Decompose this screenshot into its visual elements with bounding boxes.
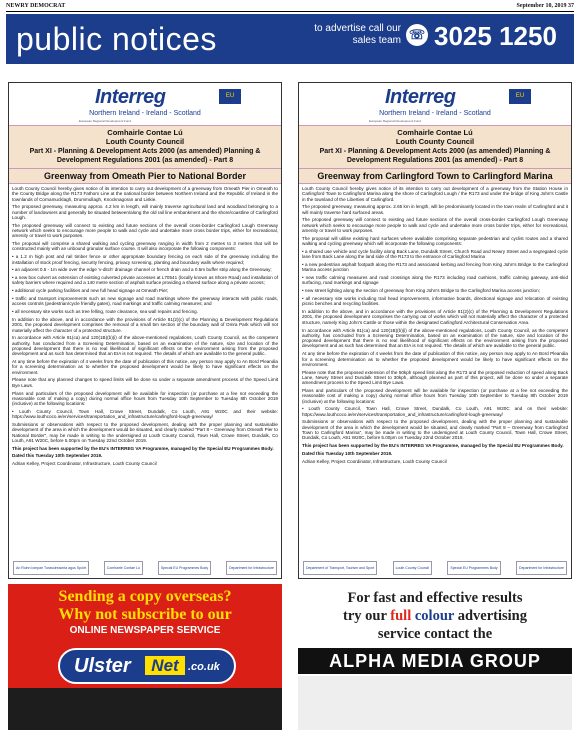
para: • all necessary site works including trail head improvements, informative boards, directional signage and relocation of existing picnic benches and recycling facilities. (302, 296, 568, 307)
para: Plans and particulars of the proposed development will be available for inspection (or purchase at a fee not exceeding the reasonable cost of making a copy) during normal office hours from Tuesday 10th September to Tuesday 8th October 2019 (inclusive) at the following locations: (12, 390, 278, 407)
eu-flag-icon: EU (219, 89, 241, 104)
para: The proposed greenway will connect to existing and future sections of the overall cross-border Carlingford Lough Greenway network which seeks to encourage more people to walk and cycle and undertake more cross border trips, either for recreational, amenity or travel to work purposes. (302, 217, 568, 234)
ad-line-2 (298, 608, 572, 625)
dated: Dated this Tuesday 10th September 2019. (302, 450, 393, 456)
notice-body (9, 184, 281, 471)
dfi-logo: Department for Infrastructure (226, 561, 277, 575)
para: The proposed greenway, measuring approx. 2.65 km in length, will be predominantly located in the town realm of Carlingford and it will mainly traverse hard surfaced areas. (302, 204, 568, 215)
dttas-logo: Department of Transport, Tourism and Sport (303, 561, 377, 575)
greenway-title: Greenway from Carlingford Town to Carlingford Marina (299, 169, 571, 184)
notice-header (9, 125, 281, 169)
dated: Dated this Tuesday 10th September 2019. (12, 453, 103, 459)
ad-headline-1: Sending a copy overseas? (58, 588, 232, 605)
ad-line-2-a: try our (343, 608, 391, 624)
ad-full-highlight: full (390, 608, 412, 624)
eu-flag-icon: EU (509, 89, 531, 104)
ad-line-3: service contact the (377, 626, 493, 642)
notice-header (299, 125, 571, 169)
partner-logos (303, 560, 567, 576)
para: Louth County Council hereby gives notice of its intention to carry out development of a greenway from Omeath Pier in Omeath to the County Bridge along the R173 Fathom Line at the national border between Northern Ireland and the Republic of Ireland in the townlands of Cornamucklagh, Drummullagh, Knocknagoran and Liskie. (12, 186, 278, 202)
signoff: Adrian Kelley, Project Coordinator, Infrastructure, Louth County Council (302, 458, 447, 464)
paper-name: NEWRY DEMOCRAT (6, 3, 66, 9)
council-name: Louth County Council (395, 137, 475, 146)
interreg-subtitle: Northern Ireland - Ireland - Scotland (89, 110, 201, 117)
para: Please note that the proposed extension of the 50kph speed limit along the R173 and the proposed reduction of speed along Back Lane, Newry Street and Dundalk Street to 30kph, although planned as part of this project, will be done so under a separate amendment process to the Speed Limit Bye Laws. (302, 369, 568, 386)
para: • a shared use vehicle and cycle facility along Back Lane, Dundalk Street, Church Road and Newry Street and a segregated cycle lane from Back Lane along the land side of the R173 to the entrance of Carlingford Marina (302, 248, 568, 260)
alpha-media-logo: ALPHA MEDIA GROUP (298, 648, 572, 674)
para: • a new box culvert as extension of existing culverted private accesses at L70541 (locally known as Shore Road) and installation of safety barriers where required and a 140 metre section of asphalt surface providing a shared surface along a private access; (12, 275, 278, 286)
greenway-title: Greenway from Omeath Pier to National Border (9, 169, 281, 184)
advertise-text: to advertise call our sales team (314, 23, 401, 46)
domain-suffix: .co.uk (188, 661, 220, 673)
notice-carlingford (298, 82, 572, 579)
ad-line-2-b: advertising (454, 608, 527, 624)
ad-line-1: For fast and effective results (347, 590, 523, 606)
para[interactable]: • Louth County Council, Town Hall, Crowe Street, Dundalk, Co Louth, A91 W20C and their website: https://www.louthcoco.ie/en/services/transportation_and_infrastructure/carlingford-lough-greenway/ (12, 408, 278, 420)
notice-body (299, 184, 571, 469)
act-title: Part XI - Planning & Development Acts 2000 (as amended) Planning & Development Regulations 2001 (as amended) - Part 8 (29, 148, 261, 164)
act-title: Part XI - Planning & Development Acts 2000 (as amended) Planning & Development Regulations 2001 (as amended) - Part 8 (319, 148, 551, 164)
para: In addition to the above, and in accordance with the provisions of Article 81(2)(c) of the Planning & Development Regulations 2001, the proposed development comprises the removal of a small 5m section of the boundary wall of Omra Park which will not materially affect the character of a protected structure. (12, 316, 278, 333)
phone-icon: ☏ (406, 24, 428, 46)
para: Submissions or observations with respect to the proposed development, dealing with the proper planning and sustainable development of the area in which the development would be situated, and clearly marked "Part 8 – Greenway from Carlingford Town to Carlingford Marina", may be made in writing to the undersigned at Louth County Council, Town Hall, Crowe Street, Dundalk, Co Louth, A91 W20C, before 5.00pm on Tuesday 22nd October 2019. (302, 419, 568, 441)
ulsternet-logo[interactable] (58, 648, 236, 684)
ulsternet-ad[interactable] (8, 584, 282, 730)
para: Submissions or observations with respect to the proposed development, dealing with the proper planning and sustainable development of the area in which the development would be situated, and clearly marked "Part 8 – Greenway from Omeath Pier to National Border", may be made in writing to the undersigned at Louth County Council, Town Hall, Crowe Street, Dundalk, Co Louth, A91 W20C, before 5.00pm on Tuesday 22nd October 2019. (12, 421, 278, 443)
para: In addition to the above, and in accordance with the provisions of Article 81(2)(c) of the Planning & Development Regulations 2001, the proposed development comprises the carrying out of works which will not materially affect the character of a protected structure, namely King John's Castle or those within the designated Carlingford Architectural Conservation Area. (302, 309, 568, 325)
para: The proposal will utilise existing hard surfaces where available comprising separate pedestrian and cyclist routes and a shared walking and cycling greenway which will incorporate the following components: (302, 235, 568, 247)
signoff: Adrian Kelley, Project Coordinator, Infrastructure, Louth County Council (12, 461, 157, 467)
para: At any time before the expiration of 4 weeks from the date of publication of this notice, any person may apply to An Bord Pleanála for a screening determination as to whether the proposed development would be likely to have significant effects on the environment. (12, 359, 278, 375)
interreg-fund: European Regional Development Fund (369, 119, 421, 123)
para: • additional cycle parking facilities and new full head signage at Omeath Pier; (12, 288, 169, 294)
ad-subline: ONLINE NEWSPAPER SERVICE (69, 625, 221, 636)
dfi-logo: Department for Infrastructure (516, 561, 567, 575)
issue-date: September 10, 2019 37 (516, 3, 574, 9)
interreg-subtitle: Northern Ireland - Ireland - Scotland (379, 110, 491, 117)
partner-logos (13, 560, 277, 576)
para: • all necessary site works such as tree felling, route clearance, sea wall repairs and fencing. (12, 309, 198, 315)
para: • new street lighting along the section of greenway from King John's Bridge to the Carlingford Marina access junction; (302, 288, 540, 294)
interreg-logo (299, 83, 571, 125)
interreg-logo (9, 83, 281, 125)
council-irish: Comhairle Contae Lú (397, 128, 473, 137)
interreg-wordmark: Interreg (385, 86, 456, 108)
para: The proposed greenway will connect to existing and future sections of the overall cross-border Carlingford Lough Greenway network which seeks to encourage more people to walk and cycle and undertake more cross border trips, either for recreational, amenity or travel to work purposes. (12, 222, 278, 239)
para[interactable]: • Louth County Council, Town Hall, Crowe Street, Dundalk, Co Louth, A91 W20C and on their website: https://www.louthcoco.ie/en/services/transportation_and_infrastructure/carlingford-lough-greenway/ (302, 406, 568, 417)
seupb-logo: Special EU Programmes Body (158, 561, 211, 575)
ulster-wordmark: Ulster (74, 655, 131, 677)
louth-logo: Comhairle Contae Lú (104, 561, 143, 575)
alpha-media-ad[interactable] (298, 584, 572, 730)
masthead-rule (6, 11, 574, 12)
funding-note: This project has been supported by the EU's INTERREG VA Programme, managed by the Special EU Programmes Body. (12, 445, 274, 451)
public-notices-banner (6, 14, 574, 64)
notice-omeath (8, 82, 282, 579)
interreg-wordmark: Interreg (95, 86, 166, 108)
para: • a new pedestrian asphalt footpath along the R173 and associated kerbing and fencing from King John's Bridge to the Carlingford Marina access junction (302, 262, 568, 273)
para: In accordance with Article 81(ca) and 120(1B)(b)(i) of the above-mentioned regulations, Louth County Council, as the competent authority, has conducted from a Screening Determination, based on an examination of the nature, size and location of the proposed development that there is no real likelihood of significant effects on the environment arising from the proposed development and as such has determined that an EIA is not required. The details of which are available to the general public. (12, 335, 278, 357)
ad-lower-area (298, 676, 572, 730)
ad-colour-highlight: colour (414, 608, 455, 624)
louth-logo: Louth County Council (393, 561, 432, 575)
para: The proposed greenway, measuring approx. 4.2 km in length, will mainly traverse agricultural land and woodland belonging to a number of landowners and generally be situated between/along the old rail line embankment and the shore/coastline of Carlingford Lough. (12, 204, 278, 220)
phone-number[interactable]: 3025 1250 (434, 21, 557, 51)
para: • new traffic calming measures and road crossings along the R173 including road cushions, traffic calming gateway, anti-skid surfacing, road markings and signage (302, 275, 568, 286)
para: In accordance with Article 81(ca) and 120(1B)(b)(i) of the above-mentioned regulations, Louth County Council, as the competent authority, has concluded from a Screening Determination, based on an examination of the nature, size and location of the proposed development that there is no real likelihood of significant effects on the environment arising from the proposed development and as such has determined that an EIA is not required. The details of which are available to the general public. (302, 327, 568, 349)
ad-footer-strip (8, 688, 282, 730)
para: • an adjacent 0.5 - 1m wide over the edge 'v-ditch' drainage channel or french drain and a 0.5m buffer strip along the Greenway; (12, 267, 272, 273)
para: The proposal will comprise a shared walking and cycling greenway ranging in width from 2 metres to 3 metres that will be constructed mainly with an unbound granular surface course. It will also incorporate the following components: (12, 241, 278, 252)
interreg-fund: European Regional Development Fund (79, 119, 131, 123)
council-name: Louth County Council (105, 137, 185, 146)
page-title: public notices (16, 21, 217, 57)
para: At any time before the expiration of 4 weeks from the date of publication of this notice, any person may apply to An Bord Pleanála for a screening determination as to whether the proposed development would be likely to have significant effects on the environment. (302, 351, 568, 367)
seupb-logo: Special EU Programmes Body (447, 561, 500, 575)
funding-note: This project has been supported by the EU's INTERREG VA Programme, managed by the Special EU Programmes Body. (302, 443, 564, 449)
council-irish: Comhairle Contae Lú (107, 128, 183, 137)
ad-headline-2: Why not subscribe to our (58, 606, 232, 623)
dttas-logo: An Roinn Iompair Turasóireachta agus Spóirt (13, 561, 89, 575)
para: • a 1.2 m high post and rail timber fence or other appropriate boundary fencing on each side of the greenway including the installation of stock proof fencing, security fencing, privacy screening, planting and boundary walls where required; (12, 254, 278, 265)
para: Please note that any planned changes to speed limits will be done so under a separate amendment process of the Speed Limit Bye Laws. (12, 377, 278, 388)
para: Louth County Council hereby gives notice of its intention to carry out development of a greenway from the Station House in Carlingford Town to Carlingford Marina along the shore of Carlingford Lough / the R173 and under the bridge of King John's Castle in the townland of the Liberties of Carlingford. (302, 186, 568, 202)
para: Plans and particulars of the proposed development will be available for inspection (or purchase at a fee not exceeding the reasonable cost of making a copy) during normal office hours from Tuesday 10th September to Tuesday 8th October 2019 (inclusive) at the following locations: (302, 388, 568, 404)
net-wordmark: Net (145, 656, 185, 675)
para: • traffic and transport improvements such as new signage and road markings where the greenway interacts with public roads, access controls (pedestrian/cycle friendly gates), road markings and traffic calming measures; and (12, 296, 278, 307)
